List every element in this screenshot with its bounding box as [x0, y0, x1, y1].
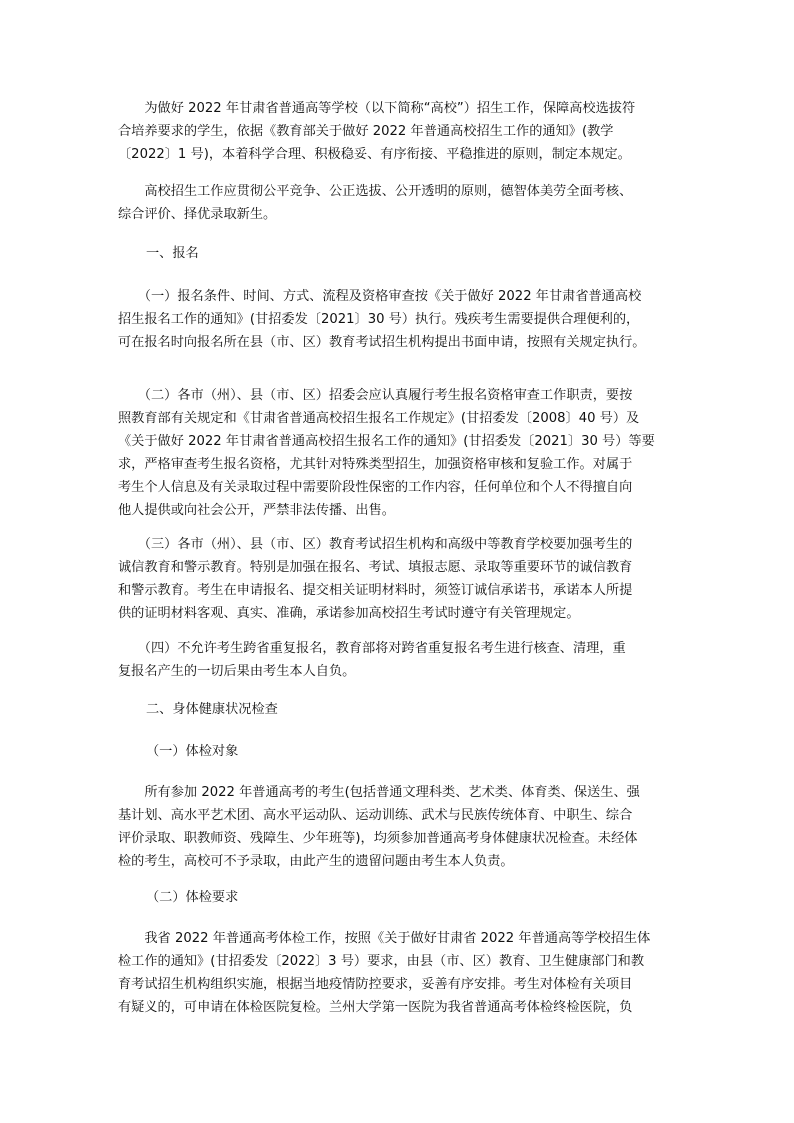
text-line: 评价录取、职教师资、残障生、少年班等)，均须参加普通高考身体健康状况检查。未经体: [118, 831, 638, 846]
intro-paragraph: [118, 97, 678, 166]
text-line: 供的证明材料客观、真实、准确，承诺参加高校招生考试时遵守有关管理规定。: [118, 606, 580, 621]
text-line: （三）各市（州）、县（市、区）教育考试招生机构和高级中等教育学校要加强考生的: [118, 537, 633, 552]
text-line: （二）各市（州）、县（市、区）招委会应认真履行考生报名资格审查工作职责，要按: [118, 388, 633, 403]
section-2-sub-2-paragraph: [118, 927, 678, 1019]
text-line: 可在报名时向报名所在县（市、区）教育考试招生机构提出书面申请，按照有关规定执行。: [118, 335, 646, 350]
text-line: 求，严格审查考生报名资格，尤其针对特殊类型招生，加强资格审核和复验工作。对属于: [118, 457, 633, 472]
text-line: 复报名产生的一切后果由考生本人自负。: [118, 664, 356, 679]
text-line: 基计划、高水平艺术团、高水平运动队、运动训练、武术与民族传统体育、中职生、综合: [118, 808, 633, 823]
section-1-item-4: [118, 637, 678, 683]
text-line: （四）不允许考生跨省重复报名，教育部将对跨省重复报名考生进行核查、清理，重: [118, 641, 626, 656]
text-line: 合培养要求的学生，依据《教育部关于做好 2022 年普通高校招生工作的通知》(教学: [118, 124, 614, 139]
section-2-heading: 二、身体健康状况检查: [146, 702, 278, 717]
section-1-heading: 一、报名: [146, 246, 199, 261]
text-line: 他人提供或向社会公开，严禁非法传播、出售。: [118, 503, 395, 518]
text-line: 考生个人信息及有关录取过程中需要阶段性保密的工作内容，任何单位和个人不得擅自向: [118, 480, 633, 495]
section-1-item-2: [118, 384, 678, 522]
section-2-sub-1-heading: （一）体检对象: [146, 744, 239, 759]
text-line: （一）报名条件、时间、方式、流程及资格审查按《关于做好 2022 年甘肃省普通高校: [118, 289, 642, 304]
text-line: 招生报名工作的通知》(甘招委发〔2021〕30 号）执行。残疾考生需要提供合理便利的，: [118, 312, 640, 327]
text-line: 检的考生，高校可不予录取，由此产生的遗留问题由考生本人负责。: [118, 854, 514, 869]
text-line: 和警示教育。考生在申请报名、提交相关证明材料时，须签订诚信承诺书，承诺本人所提: [118, 583, 633, 598]
text-line: 《关于做好 2022 年甘肃省普通高校招生报名工作的通知》(甘招委发〔2021〕30 号）等要: [118, 434, 655, 449]
text-line: 有疑义的，可申请在体检医院复检。兰州大学第一医院为我省普通高考体检终检医院，负: [118, 1000, 633, 1015]
section-1-item-3: [118, 533, 678, 625]
text-line: 我省 2022 年普通高考体检工作，按照《关于做好甘肃省 2022 年普通高等学校招生体: [118, 931, 651, 946]
text-line: 育考试招生机构组织实施，根据当地疫情防控要求，妥善有序安排。考生对体检有关项目: [118, 977, 633, 992]
text-line: 〔2022〕1 号)，本着科学合理、积极稳妥、有序衔接、平稳推进的原则，制定本规定。: [118, 147, 631, 162]
section-1-item-1: [118, 285, 678, 354]
principle-paragraph: [118, 180, 678, 226]
text-line: 所有参加 2022 年普通高考的考生(包括普通文理科类、艺术类、体育类、保送生、强: [118, 785, 640, 800]
text-line: 高校招生工作应贯彻公平竞争、公正选拔、公开透明的原则，德智体美劳全面考核、: [118, 184, 633, 199]
section-2-sub-2-heading: （二）体检要求: [146, 890, 239, 905]
text-line: 为做好 2022 年甘肃省普通高等学校（以下简称“高校”）招生工作，保障高校选拔符: [118, 101, 636, 116]
section-2-sub-1-paragraph: [118, 781, 678, 873]
text-line: 诚信教育和警示教育。特别是加强在报名、考试、填报志愿、录取等重要环节的诚信教育: [118, 560, 633, 575]
text-line: 综合评价、择优录取新生。: [118, 207, 277, 222]
text-line: 照教育部有关规定和《甘肃省普通高校招生报名工作规定》(甘招委发〔2008〕40 号）及: [118, 411, 640, 426]
text-line: 检工作的通知》(甘招委发〔2022〕3 号）要求，由县（市、区）教育、卫生健康部门和教: [118, 954, 645, 969]
